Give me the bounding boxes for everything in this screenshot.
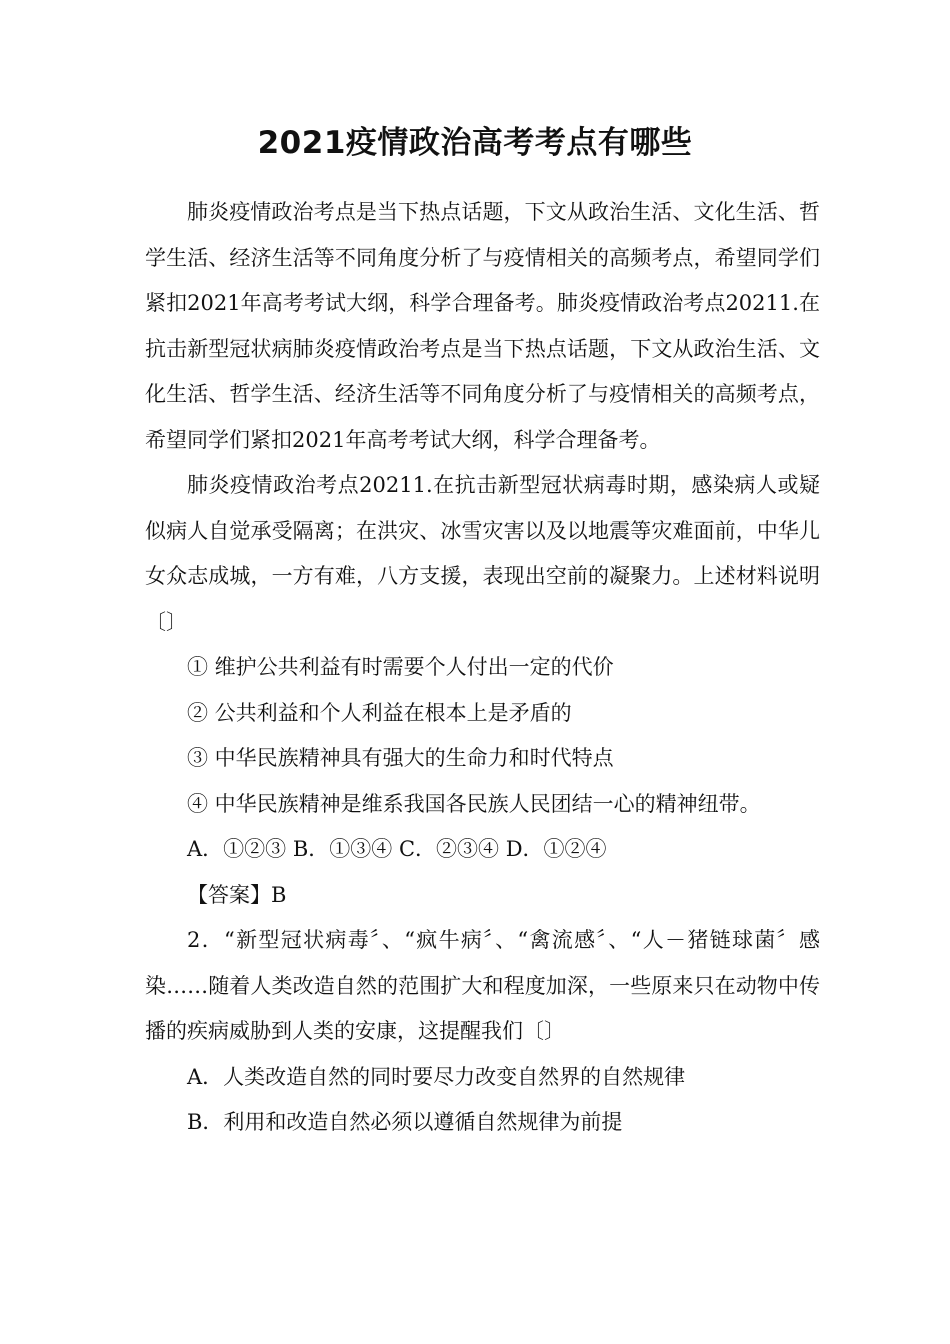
question2-option: A．人类改造自然的同时要尽力改变自然界的自然规律	[187, 1064, 686, 1089]
question1-option: ④ 中华民族精神是维系我国各民族人民团结一心的精神纽带。	[187, 791, 761, 816]
question1-answer: 【答案】B	[187, 882, 287, 907]
document-title: 2021疫情政治高考考点有哪些	[257, 125, 693, 161]
intro-paragraph: 肺炎疫情政治考点是当下热点话题，下文从政治生活、文化生活、哲学生活、经济生活等不同角度分析了与疫情相关的高频考点，希望同学们紧扣2021年高考考试大纲，科学合理备考。肺炎疫情政治考点20211.在抗击新型冠状病肺炎疫情政治考点是当下热点话题，下文从政治生活、文化生活、哲学生活、经济生活等不同角度分析了与疫情相关的高频考点，希望同学们紧扣2021年高考考试大纲，科学合理备考。	[145, 200, 820, 452]
question1-option: ① 维护公共利益有时需要个人付出一定的代价	[187, 655, 614, 679]
question1-option: ③ 中华民族精神具有强大的生命力和时代特点	[187, 746, 614, 770]
question2-stem: 2．“新型冠状病毒〞、“疯牛病〞、“禽流感〞、“人－猪链球菌〞感染……随着人类改造自然的范围扩大和程度加深，一些原来只在动物中传播的疾病威胁到人类的安康，这提醒我们〔〕	[145, 928, 820, 1043]
question1-choices: A．①②③ B．①③④ C．②③④ D．①②④	[187, 837, 607, 861]
question2-option: B．利用和改造自然必须以遵循自然规律为前提	[187, 1110, 623, 1134]
question1-option: ② 公共利益和个人利益在根本上是矛盾的	[187, 700, 572, 725]
question1-stem: 肺炎疫情政治考点20211.在抗击新型冠状病毒时期，感染病人或疑似病人自觉承受隔离；在洪灾、冰雪灾害以及以地震等灾难面前，中华儿女众志成城，一方有难，八方支援，表现出空前的凝聚力。上述材料说明〔〕	[145, 473, 820, 634]
document-body	[145, 190, 820, 1146]
